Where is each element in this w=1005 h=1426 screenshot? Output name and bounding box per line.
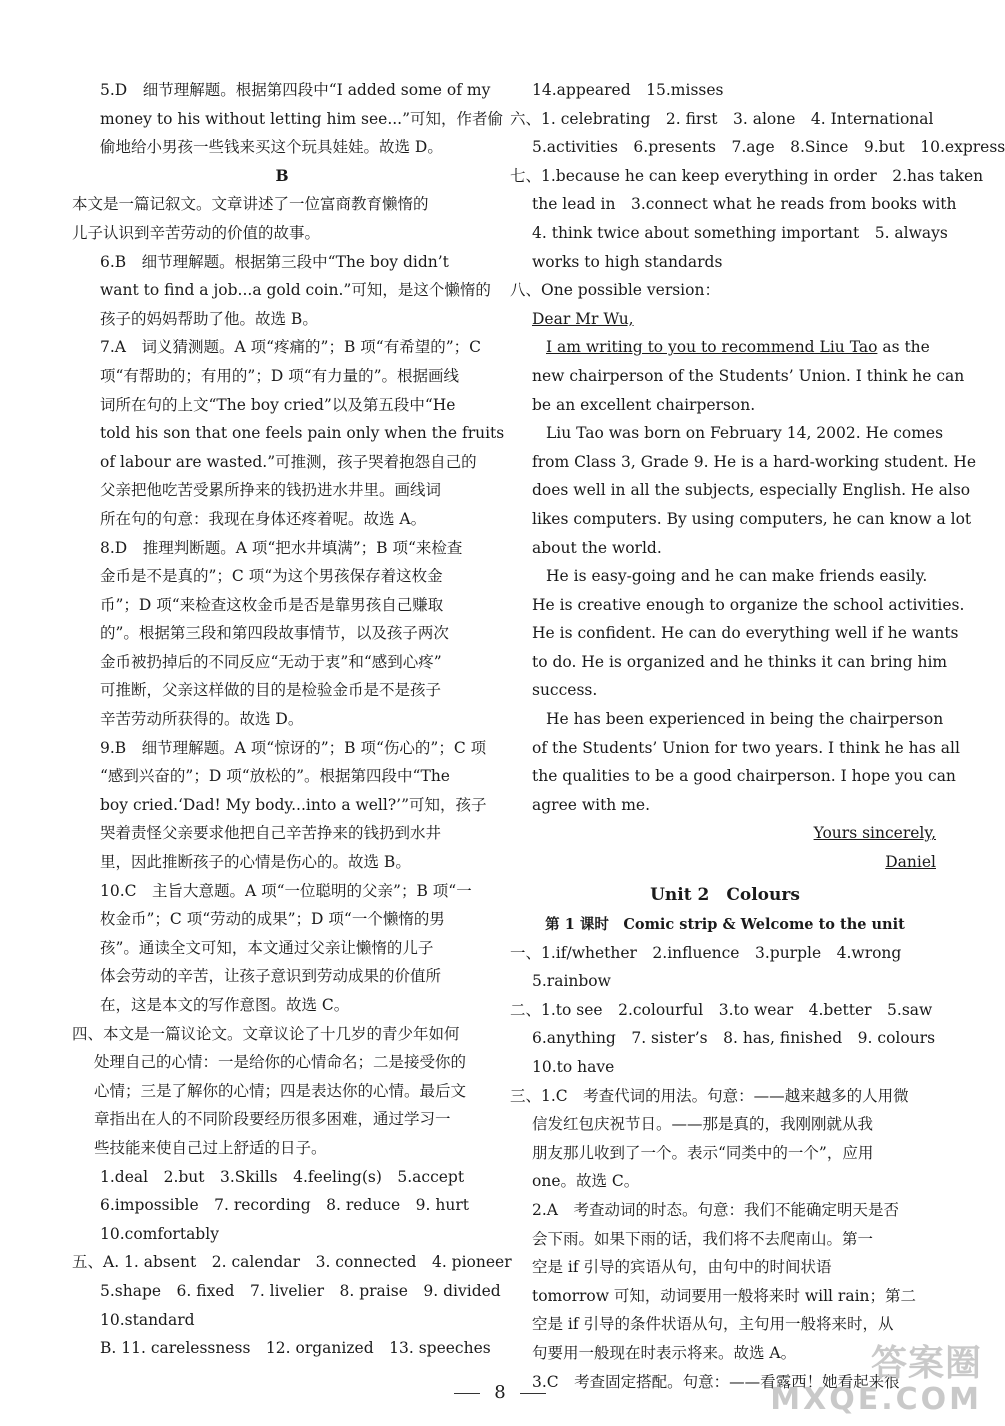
left-line: 10.standard <box>100 1310 195 1329</box>
left-line: 里，因此推断孩子的心情是伤心的。故选 B。 <box>100 853 411 872</box>
left-line: told his son that one feels pain only when the fruits <box>100 424 505 443</box>
left-line: 四、本文是一篇议论文。文章议论了十几岁的青少年如何 <box>72 1024 460 1043</box>
left-line: 处理自己的心情：一是给你的心情命名；二是接受你的 <box>94 1053 467 1072</box>
right-line: He is easy-going and he can make friends easily. <box>546 567 928 586</box>
left-line: 币”；D 项“来检查这枚金币是否是靠男孩自己赚取 <box>100 595 444 614</box>
left-line: 可推断，父亲这样做的目的是检验金币是不是孩子 <box>100 681 442 700</box>
page-number: 8 <box>494 1382 506 1403</box>
right-line: He has been experienced in being the chairperson <box>546 710 944 729</box>
underlined-text: I am writing to you to recommend Liu Tao <box>546 338 878 357</box>
right-line: works to high standards <box>532 252 723 271</box>
unit-title: Unit 2 Colours <box>650 884 800 905</box>
right2-line: 信发红包庆祝节日。——那是真的，我刚刚就从我 <box>532 1115 874 1134</box>
right-line: Liu Tao was born on February 14, 2002. He comes <box>546 424 944 443</box>
right2-line: 3.C 考查固定搭配。句意：——看露西！她看起来很 <box>532 1372 900 1391</box>
right-line: does well in all the subjects, especially English. He also <box>532 481 971 500</box>
right-line: He is confident. He can do everything well if he wants <box>532 624 959 643</box>
right-line: likes computers. By using computers, he can know a lot <box>532 509 972 528</box>
left-line: 5.D 细节理解题。根据第四段中“I added some of my <box>100 81 491 99</box>
left-line: 6.B 细节理解题。根据第三段中“The boy didn’t <box>100 252 449 271</box>
left-line: 词所在句的上文“The boy cried”以及第五段中“He <box>100 395 456 414</box>
watermark-logo <box>770 1343 982 1418</box>
right-line: of the Students’ Union for two years. I think he has all <box>532 738 960 757</box>
right2-line: 5.rainbow <box>532 972 611 991</box>
left-column <box>72 76 512 1363</box>
right-line: about the world. <box>532 538 662 557</box>
right-column <box>510 76 1005 1396</box>
left-line: 7.A 词义猜测题。A 项“疼痛的”；B 项“有希望的”；C <box>100 338 481 357</box>
right-line: 4. think twice about something important 5. always <box>532 223 948 242</box>
right2-line: 朋友那儿收到了一个。表示“同类中的一个”，应用 <box>532 1143 874 1162</box>
left-line: 金币是不是真的”；C 项“为这个男孩保存着这枚金 <box>100 567 443 586</box>
watermark-cn: 答案圈 <box>870 1343 982 1384</box>
left-line: 孩子的妈妈帮助了他。故选 B。 <box>100 309 318 328</box>
right2-line: 2.A 考查动词的时态。句意：我们不能确定明天是否 <box>532 1200 899 1219</box>
left-line: 哭着责怪父亲要求他把自己辛苦挣来的钱扔到水井 <box>100 824 442 843</box>
left-line: 章指出在人的不同阶段要经历很多困难，通过学习一 <box>94 1110 451 1129</box>
right-line: the lead in 3.connect what he reads from books with <box>532 195 957 214</box>
left-line: 8.D 推理判断题。A 项“把水井填满”；B 项“来检查 <box>100 538 463 557</box>
left-line: 项“有帮助的；有用的”；D 项“有力量的”。根据画线 <box>100 366 460 385</box>
left-line: 辛苦劳动所获得的。故选 D。 <box>100 710 304 729</box>
left-line: 金币被扔掉后的不同反应“无动于衷”和“感到心疼” <box>100 652 442 671</box>
left-line: 5.shape 6. fixed 7. livelier 8. praise 9. divided <box>100 1281 501 1300</box>
left-line: 10.comfortably <box>100 1224 219 1243</box>
right2-line: 会下雨。如果下雨的话，我们将不去爬南山。第一 <box>532 1229 874 1248</box>
left-line: 9.B 细节理解题。A 项“惊讶的”；B 项“伤心的”；C 项 <box>100 738 487 757</box>
right-line: He is creative enough to organize the school activities. <box>532 595 965 614</box>
left-line: 五、A. 1. absent 2. calendar 3. connected 4. pioneer <box>72 1253 512 1272</box>
left-line: B. 11. carelessness 12. organized 13. speeches <box>100 1339 491 1358</box>
right-line: Yours sincerely, <box>813 824 936 843</box>
left-line: 10.C 主旨大意题。A 项“一位聪明的父亲”；B 项“一 <box>100 881 472 900</box>
left-line: 些技能来使自己过上舒适的日子。 <box>94 1138 327 1157</box>
left-line: B <box>275 165 289 185</box>
right-line: new chairperson of the Students’ Union. I think he can <box>532 366 965 385</box>
right-line: 八、One possible version： <box>510 281 720 300</box>
left-line: 父亲把他吃苦受累所挣来的钱扔进水井里。画线词 <box>100 481 442 500</box>
right-line: from Class 3, Grade 9. He is a hard-working student. He <box>532 452 977 471</box>
right-line: 14.appeared 15.misses <box>532 81 724 99</box>
right2-line: 二、1.to see 2.colourful 3.to wear 4.better 5.saw <box>510 1000 933 1019</box>
left-line: 孩”。通读全文可知，本文通过父亲让懒惰的儿子 <box>100 938 434 957</box>
left-line: want to find a job...a gold coin.”可知，是这个懒惰的 <box>100 281 491 300</box>
left-line: money to his without letting him see...”可知，作者偷 <box>100 109 504 128</box>
right-line: be an excellent chairperson. <box>532 395 756 414</box>
left-line: of labour are wasted.”可推测，孩子哭着抱怨自己的 <box>100 452 477 471</box>
right-line: to do. He is organized and he thinks it can bring him <box>532 652 948 671</box>
lesson-title: 第 1 课时 Comic strip & Welcome to the unit <box>545 915 905 933</box>
left-line: 本文是一篇记叙文。文章讲述了一位富商教育懒惰的 <box>72 195 429 214</box>
right2-line: 句要用一般现在时表示将来。故选 A。 <box>532 1343 797 1362</box>
right2-line: 一、1.if/whether 2.influence 3.purple 4.wrong <box>510 943 902 962</box>
left-line: boy cried.‘Dad! My body...into a well?’”可知，孩子 <box>100 795 487 814</box>
right-line: 七、1.because he can keep everything in order 2.has taken <box>510 166 984 185</box>
watermark-en: MXQE.COM <box>770 1382 982 1417</box>
left-line: 6.impossible 7. recording 8. reduce 9. hurt <box>100 1196 469 1215</box>
left-line: “感到兴奋的”；D 项“放松的”。根据第四段中“The <box>100 767 450 786</box>
left-line: 枚金币”；C 项“劳动的成果”；D 项“一个懒惰的男 <box>100 910 445 929</box>
right-line: 5.activities 6.presents 7.age 8.Since 9.but 10.express <box>532 138 1005 157</box>
left-line: 心情；三是了解你的心情；四是表达你的心情。最后文 <box>94 1081 467 1100</box>
right-line: success. <box>532 681 598 700</box>
right-line: Dear Mr Wu, <box>532 309 634 328</box>
left-line: 体会劳动的辛苦，让孩子意识到劳动成果的价值所 <box>100 967 442 986</box>
footer-dash-right <box>520 1393 546 1394</box>
right2-line: 6.anything 7. sister’s 8. has, finished 9. colours <box>532 1029 936 1048</box>
right-line: Daniel <box>885 853 936 872</box>
left-line: 儿子认识到辛苦劳动的价值的故事。 <box>72 223 321 242</box>
left-line: 1.deal 2.but 3.Skills 4.feeling(s) 5.accept <box>100 1167 465 1186</box>
right-answers-part2 <box>510 939 940 1397</box>
right-line: 六、1. celebrating 2. first 3. alone 4. International <box>510 109 934 128</box>
left-line: 的”。根据第三段和第四段故事情节，以及孩子两次 <box>100 624 449 643</box>
right2-line: 空是 if 引导的宾语从句，由句中的时间状语 <box>532 1258 832 1277</box>
right-answers-part1 <box>510 76 1005 877</box>
right2-line: 三、1.C 考查代词的用法。句意：——越来越多的人用微 <box>510 1086 909 1105</box>
left-line: 在，这是本文的写作意图。故选 C。 <box>100 996 350 1014</box>
right-line: I am writing to you to recommend Liu Tao as the <box>546 338 930 357</box>
left-line: 偷地给小男孩一些钱来买这个玩具娃娃。故选 D。 <box>100 138 443 157</box>
footer-dash-left <box>454 1393 480 1394</box>
right2-line: 空是 if 引导的条件状语从句，主句用一般将来时，从 <box>532 1315 894 1334</box>
right2-line: 10.to have <box>532 1058 615 1076</box>
left-line: 所在句的句意：我现在身体还疼着呢。故选 A。 <box>100 509 427 528</box>
right-line: agree with me. <box>532 795 651 814</box>
right2-line: tomorrow 可知，动词要用一般将来时 will rain；第二 <box>532 1286 917 1305</box>
right-line: the qualities to be a good chairperson. I hope you can <box>532 767 956 786</box>
right2-line: one。故选 C。 <box>532 1172 640 1191</box>
